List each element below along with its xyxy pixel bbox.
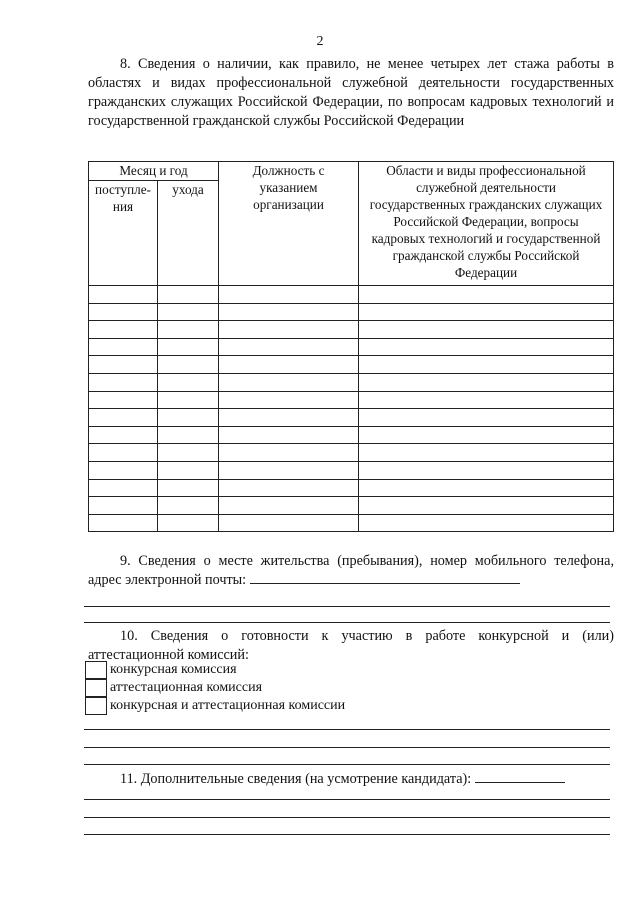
table-cell[interactable] (158, 356, 219, 374)
table-cell[interactable] (89, 461, 158, 479)
table-row (89, 303, 614, 321)
table-cell[interactable] (359, 497, 614, 515)
table-cell[interactable] (89, 426, 158, 444)
table-cell[interactable] (158, 338, 219, 356)
table-cell[interactable] (359, 444, 614, 462)
commission-line-2[interactable] (84, 747, 610, 748)
table-header-row-1 (89, 162, 614, 181)
header-month-year: Месяц и год (89, 162, 219, 181)
work-experience-table (88, 161, 614, 532)
additional-line-2[interactable] (84, 799, 610, 800)
table-cell[interactable] (219, 286, 359, 304)
additional-line-3[interactable] (84, 817, 610, 818)
table-row (89, 338, 614, 356)
table-cell[interactable] (89, 286, 158, 304)
table-cell[interactable] (89, 303, 158, 321)
table-row (89, 391, 614, 409)
table-cell[interactable] (359, 409, 614, 427)
table-cell[interactable] (158, 409, 219, 427)
table-cell[interactable] (89, 409, 158, 427)
table-cell[interactable] (158, 286, 219, 304)
table-cell[interactable] (219, 391, 359, 409)
table-row (89, 461, 614, 479)
table-cell[interactable] (219, 461, 359, 479)
table-cell[interactable] (219, 338, 359, 356)
table-cell[interactable] (219, 321, 359, 339)
table-row (89, 321, 614, 339)
table-cell[interactable] (89, 479, 158, 497)
header-start: поступле-ния (89, 181, 158, 286)
table-cell[interactable] (359, 286, 614, 304)
option-both-commissions: конкурсная и аттестационная комиссии (110, 698, 346, 713)
commission-line-3[interactable] (84, 764, 610, 765)
table-cell[interactable] (359, 338, 614, 356)
section-9-label: 9. Сведения о месте жительства (пребывания), номер мобильного телефона, адрес электронной почты: (88, 553, 614, 588)
table-cell[interactable] (359, 356, 614, 374)
table-cell[interactable] (219, 479, 359, 497)
table-cell[interactable] (219, 373, 359, 391)
table-cell[interactable] (158, 426, 219, 444)
table-cell[interactable] (158, 321, 219, 339)
section-9-text (88, 552, 614, 590)
table-cell[interactable] (89, 373, 158, 391)
table-cell[interactable] (359, 373, 614, 391)
table-cell[interactable] (359, 391, 614, 409)
table-cell[interactable] (219, 409, 359, 427)
table-cell[interactable] (89, 497, 158, 515)
commission-line-1[interactable] (84, 729, 610, 730)
contact-line-3[interactable] (84, 622, 610, 623)
checkbox-competition-commission[interactable] (85, 661, 107, 679)
option-attestation-commission: аттестационная комиссия (110, 680, 263, 695)
contact-line-2[interactable] (84, 606, 610, 607)
section-11-text (88, 770, 614, 789)
table-cell[interactable] (219, 514, 359, 532)
table-row (89, 514, 614, 532)
table-cell[interactable] (158, 391, 219, 409)
contact-input-line[interactable] (250, 583, 520, 584)
checkbox-both-commissions[interactable] (85, 697, 107, 715)
table-cell[interactable] (359, 479, 614, 497)
header-position: Должность с указанием организации (219, 162, 359, 286)
table-row (89, 426, 614, 444)
table-cell[interactable] (89, 514, 158, 532)
table-row (89, 497, 614, 515)
table-cell[interactable] (89, 391, 158, 409)
page-number: 2 (316, 34, 324, 49)
section-8-heading: 8. Сведения о наличии, как правило, не менее четырех лет стажа работы в областях и видах профессиональной служебной деятельности государственных гражданских служащих Российской Федерации, по вопросам кадровых технологий и государственной гражданской службы Российской Федерации (88, 56, 614, 129)
table-cell[interactable] (89, 321, 158, 339)
table-cell[interactable] (158, 497, 219, 515)
table-cell[interactable] (359, 514, 614, 532)
table-cell[interactable] (158, 479, 219, 497)
table-row (89, 286, 614, 304)
table-cell[interactable] (89, 356, 158, 374)
section-10-text: 10. Сведения о готовности к участию в работе конкурсной и (или) аттестационной комиссий: (88, 628, 614, 663)
table-cell[interactable] (359, 461, 614, 479)
table-row (89, 479, 614, 497)
header-end: ухода (158, 181, 219, 286)
table-cell[interactable] (158, 303, 219, 321)
additional-line-4[interactable] (84, 834, 610, 835)
table-row (89, 409, 614, 427)
table-row (89, 444, 614, 462)
table-cell[interactable] (89, 338, 158, 356)
header-areas: Области и виды профессиональной служебной деятельности государственных гражданских служащих Российской Федерации, вопросы кадровых технологий и государственной гражданской службы Российской Федерации (359, 162, 614, 286)
table-cell[interactable] (158, 514, 219, 532)
option-competition-commission: конкурсная комиссия (110, 662, 237, 677)
table-row (89, 356, 614, 374)
table-cell[interactable] (158, 444, 219, 462)
table-cell[interactable] (158, 373, 219, 391)
table-cell[interactable] (359, 303, 614, 321)
table-cell[interactable] (359, 321, 614, 339)
table-cell[interactable] (219, 426, 359, 444)
table-cell[interactable] (219, 497, 359, 515)
section-11-label: 11. Дополнительные сведения (на усмотрение кандидата): (120, 771, 472, 787)
additional-input-line[interactable] (475, 782, 565, 783)
checkbox-attestation-commission[interactable] (85, 679, 107, 697)
table-cell[interactable] (359, 426, 614, 444)
table-cell[interactable] (219, 356, 359, 374)
table-cell[interactable] (89, 444, 158, 462)
table-cell[interactable] (219, 303, 359, 321)
table-cell[interactable] (158, 461, 219, 479)
table-row (89, 373, 614, 391)
table-cell[interactable] (219, 444, 359, 462)
